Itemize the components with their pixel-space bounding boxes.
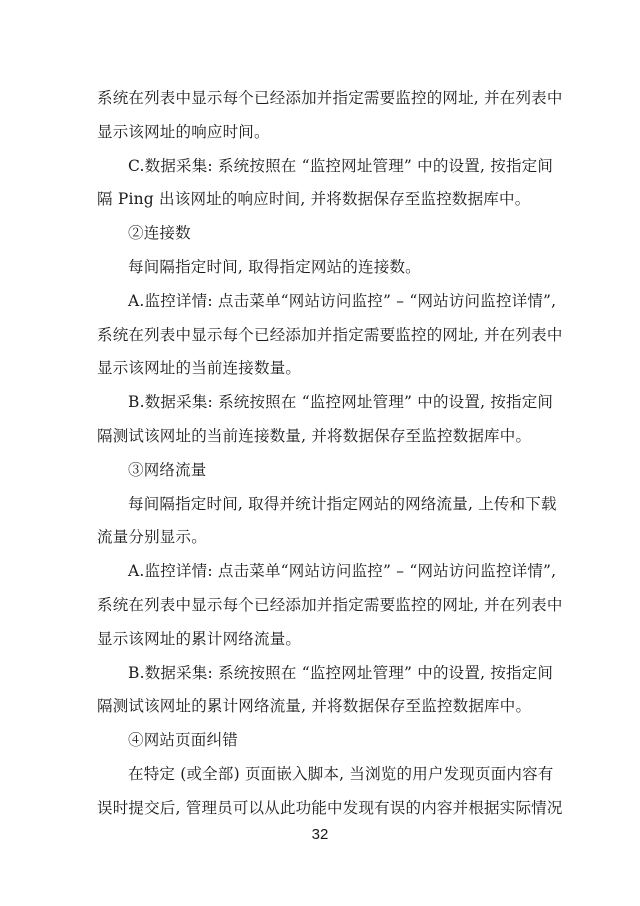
text-line: 显示该网址的当前连接数量。 <box>97 359 302 378</box>
text-line: A.监控详情: 点击菜单“网站访问监控” – “网站访问监控详情”, <box>128 562 557 581</box>
text-line: B.数据采集: 系统按照在 “监控网址管理” 中的设置, 按指定间 <box>128 663 554 682</box>
text-line: 显示该网址的累计网络流量。 <box>97 629 302 648</box>
text-line: 每间隔指定时间, 取得指定网站的连接数。 <box>128 257 421 276</box>
text-line: C.数据采集: 系统按照在 “监控网址管理” 中的设置, 按指定间 <box>128 156 554 175</box>
text-line: 系统在列表中显示每个已经添加并指定需要监控的网址, 并在列表中 <box>97 89 563 107</box>
text-line: 误时提交后, 管理员可以从此功能中发现有误的内容并根据实际情况 <box>97 798 563 817</box>
text-line: B.数据采集: 系统按照在 “监控网址管理” 中的设置, 按指定间 <box>128 393 554 412</box>
text-line: 隔 Ping 出该网址的响应时间, 并将数据保存至监控数据库中。 <box>97 190 531 209</box>
text-line: 隔测试该网址的当前连接数量, 并将数据保存至监控数据库中。 <box>97 426 532 445</box>
page-number: 32 <box>311 826 329 843</box>
text-line: 显示该网址的响应时间。 <box>97 122 270 141</box>
text-line: 每间隔指定时间, 取得并统计指定网站的网络流量, 上传和下载 <box>128 494 557 513</box>
text-line: A.监控详情: 点击菜单“网站访问监控” – “网站访问监控详情”, <box>128 291 557 310</box>
document-body <box>97 82 563 826</box>
text-line: 在特定 (或全部) 页面嵌入脚本, 当浏览的用户发现页面内容有 <box>128 764 554 783</box>
text-line: 系统在列表中显示每个已经添加并指定需要监控的网址, 并在列表中 <box>97 595 563 614</box>
text-line: 隔测试该网址的累计网络流量, 并将数据保存至监控数据库中。 <box>97 697 532 716</box>
text-line: 系统在列表中显示每个已经添加并指定需要监控的网址, 并在列表中 <box>97 325 563 344</box>
section-heading-connections: ②连接数 <box>128 224 191 243</box>
section-heading-page-correction: ④网站页面纠错 <box>128 731 238 750</box>
section-heading-traffic: ③网络流量 <box>128 460 207 479</box>
text-line: 流量分别显示。 <box>97 528 207 547</box>
